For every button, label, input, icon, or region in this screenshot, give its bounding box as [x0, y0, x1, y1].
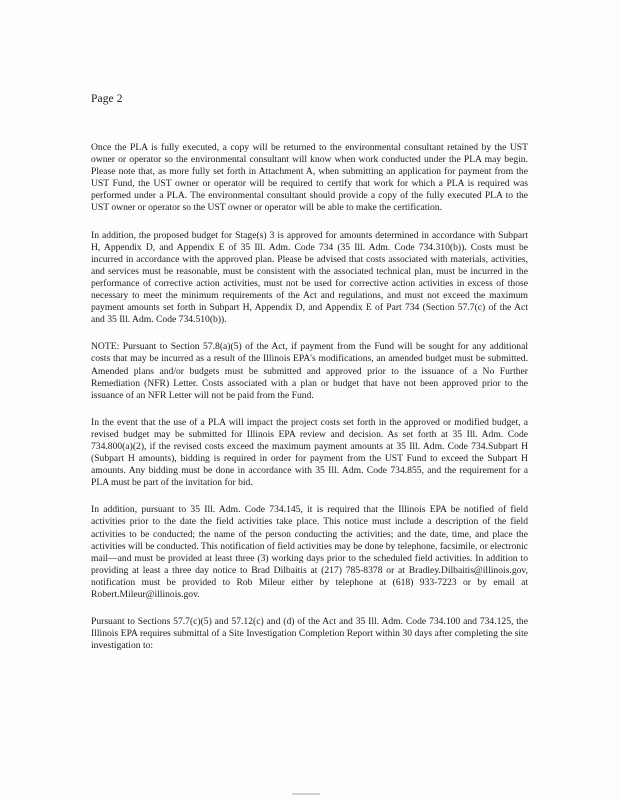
paragraph-note-amended-budget: NOTE: Pursuant to Section 57.8(a)(5) of the Act, if payment from the Fund will be sought for any additional costs that may be incurred as a result of the Illinois EPA's modifications, an amended budget must be submitted. Amended plans and/or budgets must be submitted and approved prior to the issuance of a No Further Remediation (NFR) Letter. Costs associated with a plan or budget that have not been approved prior to the issuance of an NFR Letter will not be paid from the Fund.: [91, 341, 528, 401]
page-number: Page 2: [91, 93, 123, 105]
paragraph-pla-execution: Once the PLA is fully executed, a copy will be returned to the environmental consultant retained by the UST owner or operator so the environmental consultant will know when work conducted under the PLA may begin. Please note that, as more fully set forth in Attachment A, when submitting an application for payment from the UST Fund, the UST owner or operator will be required to certify that work for which a PLA is required was performed under a PLA. The environmental consultant should provide a copy of the fully executed PLA to the UST owner or operator so the UST owner or operator will be able to make the certification.: [91, 142, 528, 214]
paragraph-revised-budget-bidding: In the event that the use of a PLA will impact the project costs set forth in the approved or modified budget, a revised budget may be submitted for Illinois EPA review and decision. As set forth at 35 Ill. Adm. Code 734.800(a)(2), if the revised costs exceed the maximum payment amounts at 35 Ill. Adm. Code 734.Subpart H (Subpart H amounts), bidding is required in order for payment from the UST Fund to exceed the Subpart H amounts. Any bidding must be done in accordance with 35 Ill. Adm. Code 734.855, and the requirement for a PLA must be part of the invitation for bid.: [91, 416, 528, 489]
paragraph-site-investigation-report: Pursuant to Sections 57.7(c)(5) and 57.12(c) and (d) of the Act and 35 Ill. Adm. Code 734.100 and 734.125, the Illinois EPA requires submittal of a Site Investigation Completion Report within 30 days after completing the site investigation to:: [91, 616, 528, 652]
page-bottom-mark: [292, 793, 320, 795]
paragraph-field-activity-notice: In addition, pursuant to 35 Ill. Adm. Code 734.145, it is required that the Illinois EPA be notified of field activities prior to the date the field activities take place. This notice must include a description of the field activities to be conducted; the name of the person conducting the activities; and the date, time, and place the activities will be conducted. This notification of field activities may be done by telephone, facsimile, or electronic mail—and must be provided at least three (3) working days prior to the scheduled field activities. In addition to providing at least a three day notice to Brad Dilbaitis at (217) 785-8378 or at Bradley.Dilbaitis@illinois.gov, notification must be provided to Rob Mileur either by telephone at (618) 933-7223 or by email at Robert.Mileur@illinois.gov.: [91, 504, 528, 600]
paragraph-budget-approval: In addition, the proposed budget for Stage(s) 3 is approved for amounts determined in accordance with Subpart H, Appendix D, and Appendix E of 35 Ill. Adm. Code 734 (35 Ill. Adm. Code 734.310(b)). Costs must be incurred in accordance with the approved plan. Please be advised that costs associated with materials, activities, and services must be reasonable, must be consistent with the associated technical plan, must be incurred in the performance of corrective action activities, must not be used for corrective action activities in excess of those necessary to meet the minimum requirements of the Act and regulations, and must not exceed the maximum payment amounts set forth in Subpart H, Appendix D, and Appendix E of Part 734 (Section 57.7(c) of the Act and 35 Ill. Adm. Code 734.510(b)).: [91, 229, 528, 326]
letter-body: [91, 142, 528, 667]
